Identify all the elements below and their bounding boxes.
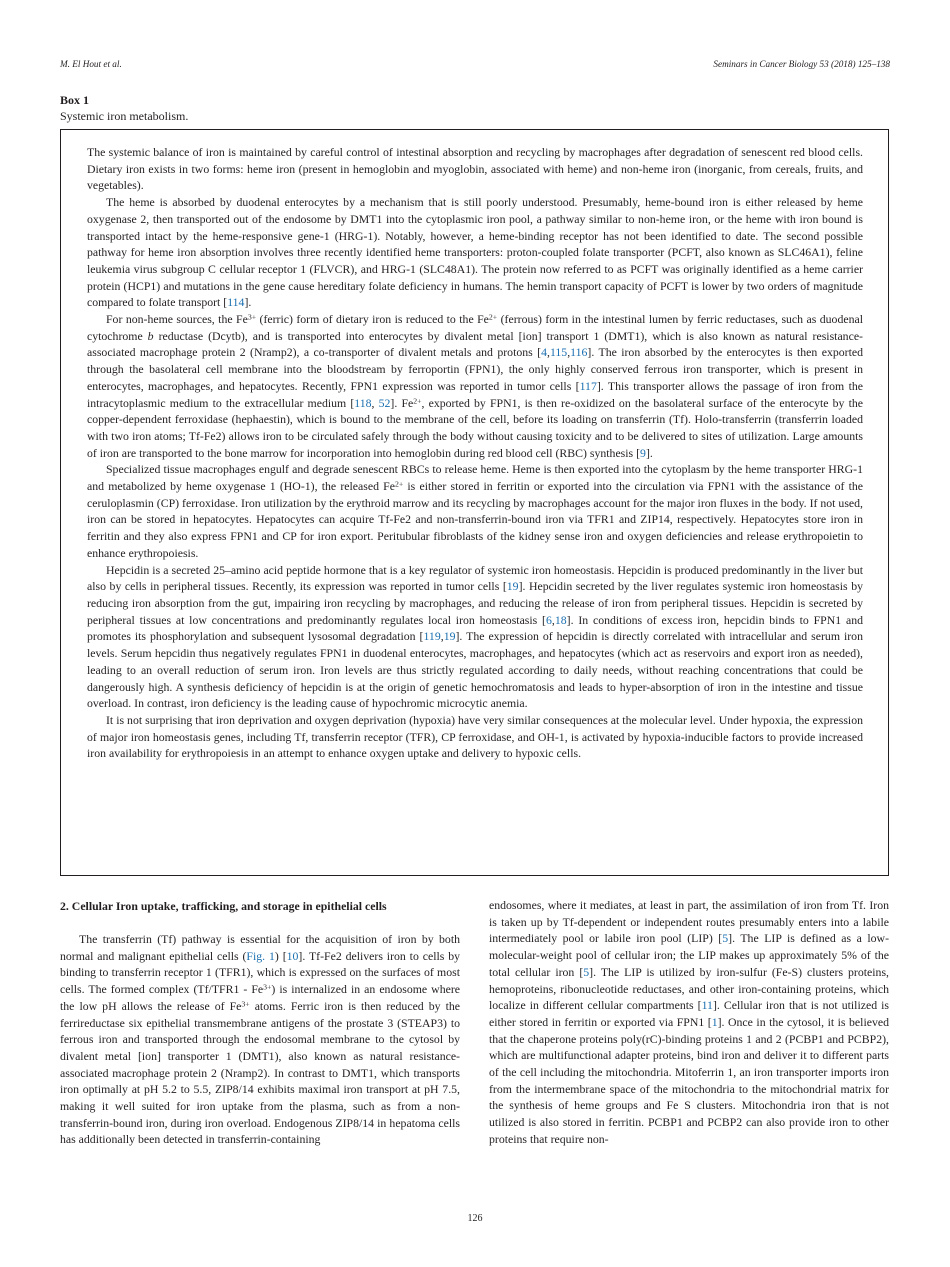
left-column — [60, 897, 460, 1148]
citation-link[interactable]: 114 — [227, 295, 245, 310]
citation-link[interactable]: 4 — [541, 345, 547, 360]
citation-link[interactable]: 52 — [378, 395, 391, 410]
citation-link[interactable]: 19 — [443, 629, 456, 644]
running-header-journal: Seminars in Cancer Biology 53 (2018) 125–138 — [713, 59, 890, 69]
citation-link[interactable]: 116 — [570, 345, 588, 360]
citation-link[interactable]: 11 — [701, 998, 713, 1013]
citation-link[interactable]: 119 — [423, 629, 441, 644]
citation-link[interactable]: 6 — [546, 612, 552, 627]
body-paragraph: endosomes, where it mediates, at least in part, the assimilation of iron from Tf. Iron is taken up by Tf-dependent or independent routes presumably enters into a labile intermediately pool or labile iron pool (LIP) [5]. The LIP is defined as a low-molecular-weight pool of cellular iron; the LIP makes up approximately 5% of the total cellular iron [5]. The LIP is utilized by iron-sulfur (Fe-S) clusters proteins, hemoproteins, ribonucleotide reductases, and other iron-containing proteins, which localize in different cellular compartments [11]. Cellular iron that is not utilized is either stored in ferritin or exported via FPN1 [1]. Once in the cytosol, it is believed that the chaperone proteins poly(rC)-binding proteins 1 and 2 (PCBP1 and PCBP2), which are multifunctional adapter proteins, bind iron and deliver it to different parts of the cell including the mitochondria. Mitoferrin 1, an iron transporter imports iron from the intermembrane space of the mitochondria to the mitochondrial matrix for the synthesis of heme groups and Fe S clusters. Mitochondria iron that is not utilized is also stored in ferritin. PCBP1 and PCBP2 can also provide iron to other proteins that require non- — [489, 898, 890, 1146]
box-1-panel — [60, 129, 889, 876]
citation-link[interactable]: 5 — [722, 931, 729, 946]
body-paragraph: The transferrin (Tf) pathway is essential for the acquisition of iron by both normal and malignant epithelial cells (Fig. 1) [10]. Tf-Fe2 delivers iron to cells by binding to transferrin receptor 1 (TFR1), which is expressed on the surfaces of most cells. The formed complex $(Tf/TFR1 - Fe^{3+})$ is internalized in an endosome where the low pH allows the release of $Fe^{3+}$ atoms. Ferric iron is then reduced by the ferrireductase six epithelial transmembrane antigens of the prostate 3 (STEAP3) to ferrous iron and transported through the endosomal membrane to the cytosol by divalent metal [ion] transporter 1 (DMT1), also known as natural resistance-associated macrophage protein 2 (Nramp2). In contrast to DMT1, which transports iron optimally at pH 5.2 to 5.5, ZIP8/14 exhibits maximal iron transport at pH 7.5, making it well suited for iron uptake from the plasma, such as from a non-transferrin-bound iron, during iron overload. Endogenous ZIP8/14 in hepatoma cells has additionally been detected in transferrin-containing — [60, 932, 461, 1147]
citation-link[interactable]: 19 — [506, 579, 519, 594]
citation-link[interactable]: 117 — [579, 378, 597, 393]
box-paragraph-1: The systemic balance of iron is maintained by careful control of intestinal absorption and recycling by macrophages after degradation of senescent red blood cells. Dietary iron exists in two forms: heme iron (present in hemoglobin and myoglobin, associated with heme) and non-heme iron (inorganic, from cereals, fruits, and vegetables). — [87, 145, 863, 193]
box-title: Systemic iron metabolism. — [60, 109, 189, 123]
section-heading: 2. Cellular Iron uptake, trafficking, and storage in epithelial cells — [60, 899, 387, 913]
citation-link[interactable]: 18 — [554, 612, 567, 627]
box-paragraph-2: The heme is absorbed by duodenal enterocytes by a mechanism that is still poorly understood. Presumably, heme-bound iron is either released by heme oxygenase 2, then transported out of the endosome by DMT1 into the cytoplasmic iron pool, a pathway similar to non-heme iron, or the heme with iron bound is transported intact by the heme-responsive gene-1 (HRG-1). Notably, however, a heme-binding receptor has not been identified to date. The second possible pathway for heme iron absorption involves three recently identified heme transporters: proton-coupled folate transporter (PCFT, also known as SLC46A1), feline leukemia virus subgroup C cellular receptor 1 (FLVCR), and HRG-1 (SLC48A1). The protein now referred to as PCFT was originally identified as a heme carrier protein (HCP1) and mutations in the gene cause hereditary folate deficiency in humans. The hemin transport capacity of PCFT is lower by two orders of magnitude compared to folate transport [114]. — [87, 195, 863, 310]
box-paragraph-5: Hepcidin is a secreted 25–amino acid peptide hormone that is a key regulator of systemic iron homeostasis. Hepcidin is produced predominantly in the liver but also by cells in peripheral tissues. Recently, its expression was reported in tumor cells [19]. Hepcidin secreted by the liver regulates systemic iron homeostasis by reducing iron absorption from the gut, impairing iron recycling by macrophages, and reducing the release of iron from peripheral tissues. Hepcidin is secreted by peripheral tissues at low concentrations and predominantly regulates local iron homeostasis [6,18]. In conditions of excess iron, hepcidin binds to FPN1 and promotes its phosphorylation and subsequent lysosomal degradation [119,19]. The expression of hepcidin is directly correlated with intracellular and serum iron levels. Serum hepcidin thus negatively regulates FPN1 in duodenal enterocytes, macrophages, and hepatocytes (which act as reservoirs and export iron as needed), leading to an overall reduction of serum iron. Iron levels are thus strictly regulated according to daily needs, without reaching concentrations that could be dangerously high. A synthesis deficiency of hepcidin is at the origin of genetic hemochromatosis and leads to hyper-absorption of iron in the intestine and tissue overload. In contrast, iron deficiency is the leading cause of hypochromic microcytic anemia. — [87, 562, 863, 711]
box-paragraph-4: Specialized tissue macrophages engulf and degrade senescent RBCs to release heme. Heme is then exported into the cytoplasm by the heme transporter HRG-1 and metabolized by heme oxygenase 1 (HO-1), the released $Fe^{2+}$ is either stored in ferritin or exported into the circulation via FPN1 with the assistance of the ceruloplasmin (CP) ferroxidase. Iron utilization by the erythroid marrow and its recycling by macrophages account for the major iron fluxes in the body. If not used, iron can be stored in hepatocytes. Hepatocytes can acquire Tf-Fe2 and non-transferrin-bound iron via TFR1 and ZIP14, respectively. Hepatocytes store iron in ferritin and they also express FPN1 and CP for iron export. Peritubular fibroblasts of the kidney sense iron and oxygen deficiencies and release erythropoietin to enhance erythropoiesis. — [87, 462, 863, 560]
box-label: Box 1 — [60, 93, 90, 107]
right-column — [489, 897, 889, 1148]
citation-link[interactable]: 115 — [549, 345, 568, 360]
box-paragraph-6: It is not surprising that iron deprivation and oxygen deprivation (hypoxia) have very similar consequences at the molecular level. Under hypoxia, the expression of major iron homeostasis genes, including Tf, transferrin receptor (TFR), CP ferroxidase, and OH-1, is activated by hypoxia-inducible factors to provide increased iron availability for erythropoiesis in an attempt to enhance oxygen uptake and delivery to hypoxic cells. — [87, 712, 863, 761]
citation-link[interactable]: 5 — [583, 964, 590, 979]
page-number: 126 — [467, 1213, 483, 1224]
figure-link[interactable]: Fig. 1 — [246, 948, 275, 963]
running-header-authors: M. El Hout et al. — [60, 59, 122, 69]
citation-link[interactable]: 118 — [354, 395, 372, 410]
citation-link[interactable]: 10 — [286, 948, 299, 963]
citation-link[interactable]: 9 — [640, 445, 646, 460]
citation-link[interactable]: 1 — [711, 1014, 718, 1029]
box-paragraph-3: For non-heme sources, the $Fe^{3+}$ (ferric) form of dietary iron is reduced to the $Fe^{2+}$ (ferrous) form in the intestinal lumen by ferric reductases, such as duodenal cytochrome b reductase (Dcytb), and is transported into enterocytes by divalent metal [ion] transport 1 (DMT1), which is also known as natural resistance-associated macrophage protein 2 (Nramp2), a co-transporter of divalent metals and protons [4,115,116]. The iron absorbed by the enterocytes is then exported through the basolateral cell membrane into the bloodstream by ferroportin (FPN1), the only highly conserved ferrous iron transporter, which is present in enterocytes, macrophages, and hepatocytes. Recently, FPN1 expression was reported in tumor cells [117]. This transporter allows the passage of iron from the intracytoplasmic medium to the extracellular medium [118, 52]. $Fe^{2+}$, exported by FPN1, is then re-oxidized on the basolateral surface of the enterocyte by the copper-dependent ferroxidase (hephaestin), which is bound to the membrane of the cell, before its loading on transferrin (Tf). Holo-transferrin (transferrin loaded with two iron atoms; Tf-Fe2) allows iron to be circulated safely through the body without causing toxicity and to be delivered to sites of utilization. Large amounts of iron are transported to the bone marrow for incorporation into hemoglobin during red blood cell (RBC) synthesis [9]. — [87, 312, 863, 460]
